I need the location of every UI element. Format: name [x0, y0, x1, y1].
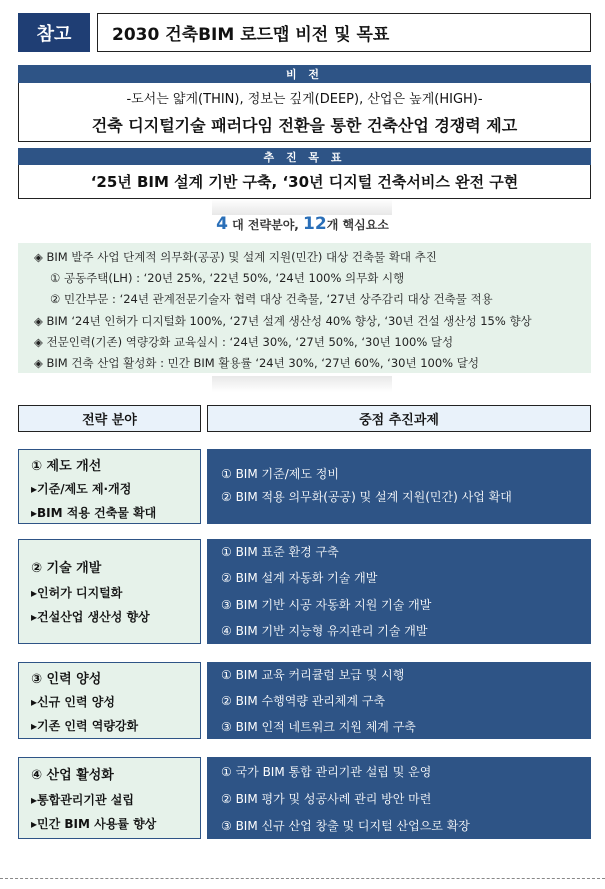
tasks-box-industry — [207, 757, 591, 839]
strategy-item: ▸건설산업 생산성 향상 — [31, 610, 150, 624]
page-divider — [0, 878, 605, 879]
element-text: 개 핵심요소 — [326, 218, 389, 232]
tasks-box-technology — [207, 539, 591, 644]
bullet-item: ◈ BIM 건축 산업 활성화 : 민간 BIM 활용률 ‘24년 30%, ‘27년 60%, ‘30년 100% 달성 — [34, 356, 479, 370]
reference-tag: 참고 — [18, 13, 90, 52]
strategy-area-header: 전략 분야 — [18, 405, 201, 432]
strategy-box-workforce — [18, 662, 201, 739]
strategy-box-institution — [18, 449, 201, 524]
strategy-box-technology — [18, 539, 201, 644]
task-item: ④ BIM 기반 지능형 유지관리 기술 개발 — [221, 624, 428, 638]
strategy-item: ▸기준/제도 제·개정 — [31, 482, 132, 496]
task-item: ① BIM 기준/제도 정비 — [221, 467, 339, 481]
strategy-title: ② 기술 개발 — [31, 561, 102, 576]
goal-statement: ‘25년 BIM 설계 기반 구축, ‘30년 디지털 건축서비스 완전 구현 — [18, 165, 591, 199]
bullet-item: ◈ 전문인력(기존) 역량강화 교육실시 : ‘24년 30%, ‘27년 50%, ‘30년 100% 달성 — [34, 335, 454, 349]
bullet-subitem: ② 민간부문 : ‘24년 관계전문기술자 협력 대상 건축물, ‘27년 상주감리 대상 건축물 적용 — [50, 292, 493, 306]
strategy-text: 대 전략분야, — [227, 218, 304, 232]
vision-label: 비 전 — [18, 65, 591, 83]
task-item: ② BIM 수행역량 관리체계 구축 — [221, 694, 386, 708]
strategy-box-industry — [18, 757, 201, 839]
vision-box — [18, 83, 591, 142]
strategy-item: ▸민간 BIM 사용률 향상 — [31, 817, 157, 831]
strategy-item: ▸신규 인력 양성 — [31, 695, 115, 709]
strategy-title: ④ 산업 활성화 — [31, 768, 114, 783]
bullet-subitem: ① 공동주택(LH) : ‘20년 25%, ‘22년 50%, ‘24년 100% 의무화 시행 — [50, 271, 405, 285]
bullet-item: ◈ BIM 발주 사업 단계적 의무화(공공) 및 설계 지원(민간) 대상 건축물 확대 추진 — [34, 250, 437, 264]
task-item: ② BIM 평가 및 성공사례 관리 방안 마련 — [221, 792, 432, 806]
strategy-title: ① 제도 개선 — [31, 459, 102, 474]
strategy-heading — [0, 214, 605, 238]
strategy-count: 4 — [216, 214, 228, 234]
task-item: ① BIM 교육 커리큘럼 보급 및 시행 — [221, 668, 405, 682]
task-item: ③ BIM 신규 산업 창출 및 디지털 산업으로 확장 — [221, 819, 470, 833]
task-item: ③ BIM 기반 시공 자동화 지원 기술 개발 — [221, 598, 432, 612]
strategy-item: ▸기존 인력 역량강화 — [31, 719, 139, 733]
strategy-item: ▸통합관리기관 설립 — [31, 793, 134, 807]
arrow-graphic — [212, 199, 392, 215]
tasks-box-workforce — [207, 662, 591, 739]
strategy-item: ▸인허가 디지털화 — [31, 586, 123, 600]
key-tasks-header: 중점 추진과제 — [207, 405, 591, 432]
task-item: ② BIM 설계 자동화 기술 개발 — [221, 571, 378, 585]
tasks-box-institution — [207, 449, 591, 524]
element-count: 12 — [303, 214, 327, 234]
arrow-graphic — [212, 376, 392, 392]
task-item: ② BIM 적용 의무화(공공) 및 설계 지원(민간) 사업 확대 — [221, 490, 512, 504]
bullet-item: ◈ BIM ‘24년 인허가 디지털화 100%, ‘27년 설계 생산성 40% 향상, ‘30년 건설 생산성 15% 향상 — [34, 314, 532, 328]
page-title: 2030 건축BIM 로드맵 비전 및 목표 — [97, 13, 591, 52]
strategy-item: ▸BIM 적용 건축물 확대 — [31, 506, 157, 520]
task-item: ① BIM 표준 환경 구축 — [221, 545, 339, 559]
task-item: ① 국가 BIM 통합 관리기관 설립 및 운영 — [221, 765, 432, 779]
task-item: ③ BIM 인적 네트워크 지원 체계 구축 — [221, 720, 416, 734]
vision-slogan: -도서는 얇게(THIN), 정보는 깊게(DEEP), 산업은 높게(HIGH)- — [126, 91, 483, 107]
goal-label: 추 진 목 표 — [18, 148, 591, 165]
vision-statement: 건축 디지털기술 패러다임 전환을 통한 건축산업 경쟁력 제고 — [91, 115, 518, 135]
strategy-title: ③ 인력 양성 — [31, 672, 102, 687]
